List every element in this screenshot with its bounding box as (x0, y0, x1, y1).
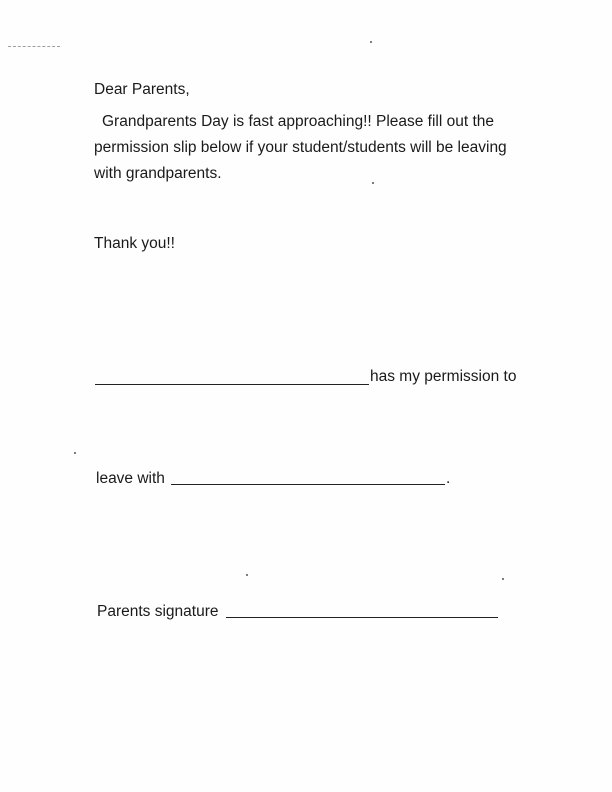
scan-speck (246, 574, 248, 576)
scan-speck (370, 41, 372, 43)
grandparent-name-field[interactable] (171, 484, 445, 485)
student-name-field[interactable] (95, 384, 369, 385)
scan-artifact (8, 46, 60, 50)
letter-greeting: Dear Parents, (94, 81, 190, 98)
leave-with-label: leave with (96, 470, 165, 487)
parent-signature-field[interactable] (226, 617, 498, 618)
sentence-period: . (446, 470, 451, 487)
letter-body (94, 109, 534, 187)
scan-speck (74, 452, 76, 454)
letter-closing: Thank you!! (94, 235, 175, 252)
letter-body-text: Grandparents Day is fast approaching!! Please fill out the permission slip below if your student/students will be leaving with grandparents. (94, 113, 507, 182)
permission-text: has my permission to (370, 368, 517, 385)
signature-label: Parents signature (97, 603, 219, 620)
scan-speck (502, 578, 504, 580)
